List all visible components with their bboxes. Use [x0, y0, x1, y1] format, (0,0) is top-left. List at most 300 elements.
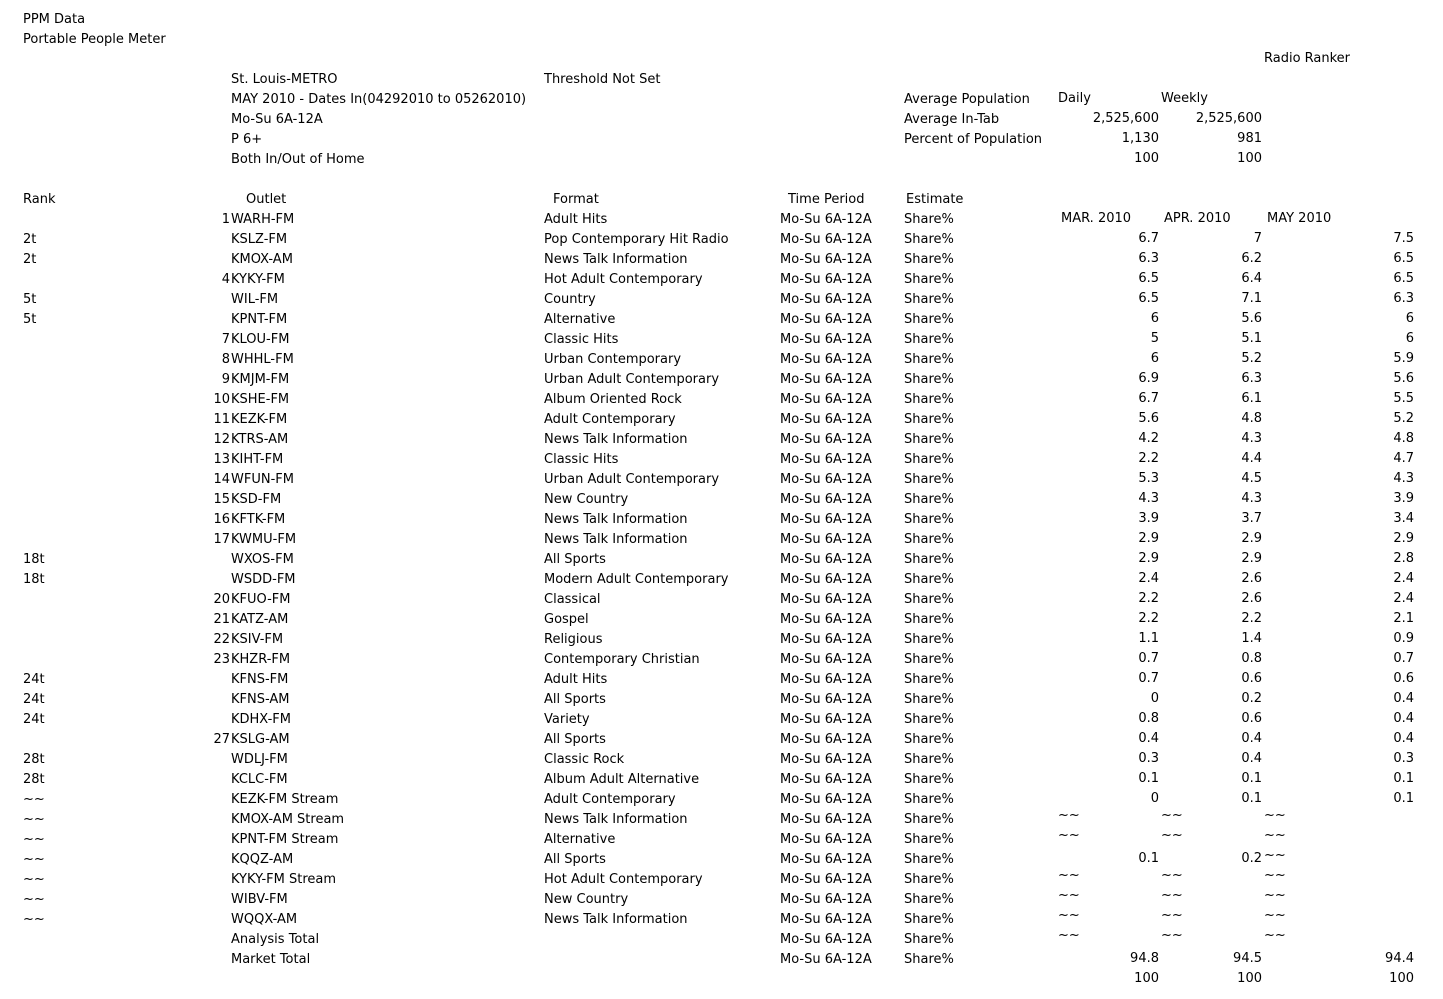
mar-2010-value: 6: [1150, 311, 1159, 326]
outlet-cell: KMOX-AM Stream: [231, 812, 345, 827]
rank-cell: 18t: [23, 572, 45, 587]
may-2010-value: 5.6: [1393, 371, 1414, 386]
mar-2010-value: 0.1: [1138, 771, 1159, 786]
apr-2010-value: 7: [1253, 231, 1262, 246]
format-cell: Classic Hits: [544, 332, 619, 347]
outlet-cell: KYKY-FM Stream: [231, 872, 337, 887]
rank-number: 20: [213, 592, 230, 607]
format-cell: Religious: [544, 632, 603, 647]
may-2010-value: 6.3: [1393, 291, 1414, 306]
outlet-cell: KIHT-FM: [231, 452, 284, 467]
outlet-cell: KFTK-FM: [231, 512, 286, 527]
rank-cell: 24t: [23, 692, 45, 707]
apr-2010-value: 5.2: [1241, 351, 1262, 366]
estimate-cell: Share%: [904, 252, 954, 267]
estimate-cell: Share%: [904, 952, 954, 967]
weekly-label: Weekly: [1161, 91, 1208, 106]
month-header: MAY 2010: [1267, 211, 1332, 226]
apr-2010-value: 6.1: [1241, 391, 1262, 406]
may-2010-value: 4.3: [1393, 471, 1414, 486]
time-period-cell: Mo-Su 6A-12A: [780, 672, 872, 687]
mar-2010-value: 0.7: [1138, 671, 1159, 686]
apr-2010-value: 6.4: [1241, 271, 1262, 286]
mar-2010-value: 2.2: [1138, 451, 1159, 466]
mar-2010-value: 94.8: [1130, 951, 1159, 966]
rank-number: 11: [213, 412, 230, 427]
mar-2010-value: 6.5: [1138, 291, 1159, 306]
time-period-cell: Mo-Su 6A-12A: [780, 252, 872, 267]
mar-2010-value: 2.4: [1138, 571, 1159, 586]
estimate-cell: Share%: [904, 632, 954, 647]
time-period-cell: Mo-Su 6A-12A: [780, 732, 872, 747]
time-period-cell: Mo-Su 6A-12A: [780, 832, 872, 847]
estimate-cell: Share%: [904, 292, 954, 307]
estimate-cell: Share%: [904, 692, 954, 707]
time-period-cell: Mo-Su 6A-12A: [780, 312, 872, 327]
outlet-cell: WSDD-FM: [231, 572, 296, 587]
estimate-cell: Share%: [904, 732, 954, 747]
rank-number: 12: [213, 432, 230, 447]
may-2010-value: 5.9: [1393, 351, 1414, 366]
estimate-cell: Share%: [904, 672, 954, 687]
format-cell: Urban Adult Contemporary: [544, 372, 720, 387]
apr-2010-value: 5.6: [1241, 311, 1262, 326]
time-period-cell: Mo-Su 6A-12A: [780, 212, 872, 227]
outlet-cell: KLOU-FM: [231, 332, 290, 347]
estimate-cell: Share%: [904, 392, 954, 407]
outlet-cell: KPNT-FM: [231, 312, 288, 327]
rank-number: 13: [213, 452, 230, 467]
apr-2010-value: 7.1: [1241, 291, 1262, 306]
population-weekly-value: 2,525,600: [1195, 111, 1262, 126]
may-2010-value: 0.1: [1393, 771, 1414, 786]
rank-cell: ~~: [23, 912, 45, 927]
format-cell: Pop Contemporary Hit Radio: [544, 232, 729, 247]
time-period-cell: Mo-Su 6A-12A: [780, 552, 872, 567]
rank-number: 1: [221, 212, 230, 227]
apr-2010-value: 2.6: [1241, 571, 1262, 586]
time-period-cell: Mo-Su 6A-12A: [780, 952, 872, 967]
demo: P 6+: [231, 132, 263, 147]
mar-2010-value: 6: [1150, 351, 1159, 366]
tilde-marker: ~~: [1161, 908, 1183, 923]
format-cell: Alternative: [544, 312, 616, 327]
may-2010-value: 0.4: [1393, 691, 1414, 706]
time-period-cell: Mo-Su 6A-12A: [780, 352, 872, 367]
format-cell: Classic Rock: [544, 752, 625, 767]
format-cell: News Talk Information: [544, 432, 688, 447]
estimate-cell: Share%: [904, 312, 954, 327]
time-period-cell: Mo-Su 6A-12A: [780, 872, 872, 887]
rank-number: 23: [213, 652, 230, 667]
estimate-cell: Share%: [904, 712, 954, 727]
tilde-marker: ~~: [1161, 868, 1183, 883]
may-2010-value: 6.5: [1393, 271, 1414, 286]
rank-cell: 24t: [23, 672, 45, 687]
rank-cell: 28t: [23, 772, 45, 787]
outlet-cell: WXOS-FM: [231, 552, 294, 567]
estimate-cell: Share%: [904, 472, 954, 487]
time-period-cell: Mo-Su 6A-12A: [780, 472, 872, 487]
time-period-cell: Mo-Su 6A-12A: [780, 912, 872, 927]
estimate-cell: Share%: [904, 452, 954, 467]
estimate-cell: Share%: [904, 352, 954, 367]
estimate-cell: Share%: [904, 212, 954, 227]
tilde-marker: ~~: [1264, 928, 1286, 943]
format-cell: Hot Adult Contemporary: [544, 872, 703, 887]
rank-cell: 28t: [23, 752, 45, 767]
population-daily-value: 100: [1134, 151, 1159, 166]
may-2010-value: 2.1: [1393, 611, 1414, 626]
rank-number: 8: [221, 352, 230, 367]
rank-cell: ~~: [23, 792, 45, 807]
time-period-cell: Mo-Su 6A-12A: [780, 492, 872, 507]
time-period-cell: Mo-Su 6A-12A: [780, 332, 872, 347]
format-cell: News Talk Information: [544, 912, 688, 927]
format-cell: Alternative: [544, 832, 616, 847]
mar-2010-value: 3.9: [1138, 511, 1159, 526]
time-period-cell: Mo-Su 6A-12A: [780, 632, 872, 647]
time-period-cell: Mo-Su 6A-12A: [780, 572, 872, 587]
rank-number: 9: [221, 372, 230, 387]
time-period-cell: Mo-Su 6A-12A: [780, 712, 872, 727]
mar-2010-value: 2.9: [1138, 551, 1159, 566]
tilde-marker: ~~: [1058, 868, 1080, 883]
rank-number: 15: [213, 492, 230, 507]
outlet-cell: KMOX-AM: [231, 252, 293, 267]
population-weekly-value: 100: [1237, 151, 1262, 166]
time-period-cell: Mo-Su 6A-12A: [780, 932, 872, 947]
mar-2010-value: 0.1: [1138, 851, 1159, 866]
estimate-cell: Share%: [904, 652, 954, 667]
mar-2010-value: 4.3: [1138, 491, 1159, 506]
mar-2010-value: 4.2: [1138, 431, 1159, 446]
may-2010-value: 3.9: [1393, 491, 1414, 506]
rank-cell: 24t: [23, 712, 45, 727]
mar-2010-value: 2.9: [1138, 531, 1159, 546]
may-2010-value: 7.5: [1393, 231, 1414, 246]
mar-2010-value: 2.2: [1138, 611, 1159, 626]
time-period-cell: Mo-Su 6A-12A: [780, 592, 872, 607]
outlet-cell: WDLJ-FM: [231, 752, 288, 767]
may-2010-value: 0.4: [1393, 731, 1414, 746]
apr-2010-value: 0.1: [1241, 771, 1262, 786]
rank-cell: ~~: [23, 872, 45, 887]
estimate-cell: Share%: [904, 432, 954, 447]
apr-2010-value: 4.8: [1241, 411, 1262, 426]
radio-ranker-label: Radio Ranker: [1264, 51, 1351, 66]
population-label: Percent of Population: [904, 132, 1043, 147]
mar-2010-value: 1.1: [1138, 631, 1159, 646]
format-cell: All Sports: [544, 552, 606, 567]
mar-2010-value: 0: [1150, 791, 1159, 806]
mar-2010-value: 5.3: [1138, 471, 1159, 486]
outlet-cell: KEZK-FM Stream: [231, 792, 339, 807]
time-period-cell: Mo-Su 6A-12A: [780, 812, 872, 827]
rank-cell: ~~: [23, 892, 45, 907]
apr-2010-value: 6.3: [1241, 371, 1262, 386]
format-cell: All Sports: [544, 852, 606, 867]
tilde-marker: ~~: [1161, 808, 1183, 823]
rank-number: 4: [221, 272, 230, 287]
month-header: MAR. 2010: [1061, 211, 1132, 226]
format-cell: All Sports: [544, 732, 606, 747]
outlet-cell: WQQX-AM: [231, 912, 298, 927]
outlet-cell: WIBV-FM: [231, 892, 288, 907]
outlet-cell: KWMU-FM: [231, 532, 297, 547]
rank-number: 21: [213, 612, 230, 627]
estimate-cell: Share%: [904, 752, 954, 767]
population-label: Average Population: [904, 92, 1030, 107]
survey-dates: MAY 2010 - Dates In(04292010 to 05262010): [231, 92, 527, 107]
outlet-cell: WHHL-FM: [231, 352, 294, 367]
rank-cell: ~~: [23, 852, 45, 867]
outlet-cell: WIL-FM: [231, 292, 279, 307]
rank-cell: 18t: [23, 552, 45, 567]
outlet-cell: Market Total: [231, 952, 311, 967]
mar-2010-value: 6.9: [1138, 371, 1159, 386]
may-2010-value: 6.5: [1393, 251, 1414, 266]
outlet-cell: KPNT-FM Stream: [231, 832, 339, 847]
may-2010-value: 100: [1389, 971, 1414, 986]
apr-2010-value: 0.2: [1241, 691, 1262, 706]
estimate-cell: Share%: [904, 772, 954, 787]
format-cell: New Country: [544, 492, 629, 507]
apr-2010-value: 0.4: [1241, 751, 1262, 766]
estimate-cell: Share%: [904, 832, 954, 847]
outlet-cell: KEZK-FM: [231, 412, 288, 427]
mar-2010-value: 6.3: [1138, 251, 1159, 266]
format-cell: Album Oriented Rock: [544, 392, 682, 407]
time-period-cell: Mo-Su 6A-12A: [780, 852, 872, 867]
apr-2010-value: 2.2: [1241, 611, 1262, 626]
tilde-marker: ~~: [1264, 908, 1286, 923]
estimate-cell: Share%: [904, 332, 954, 347]
may-2010-value: 5.2: [1393, 411, 1414, 426]
rank-cell: ~~: [23, 812, 45, 827]
mar-2010-value: 6.7: [1138, 391, 1159, 406]
format-cell: Country: [544, 292, 596, 307]
rank-number: 17: [213, 532, 230, 547]
header-rank: Rank: [23, 192, 56, 207]
mar-2010-value: 6.5: [1138, 271, 1159, 286]
outlet-cell: KHZR-FM: [231, 652, 291, 667]
month-header: APR. 2010: [1164, 211, 1231, 226]
estimate-cell: Share%: [904, 532, 954, 547]
mar-2010-value: 0.3: [1138, 751, 1159, 766]
apr-2010-value: 6.2: [1241, 251, 1262, 266]
time-period-cell: Mo-Su 6A-12A: [780, 232, 872, 247]
tilde-marker: ~~: [1264, 868, 1286, 883]
doc-title: PPM Data: [23, 12, 86, 27]
apr-2010-value: 0.4: [1241, 731, 1262, 746]
apr-2010-value: 100: [1237, 971, 1262, 986]
format-cell: New Country: [544, 892, 629, 907]
rank-number: 7: [221, 332, 230, 347]
population-weekly-value: 981: [1237, 131, 1262, 146]
outlet-cell: KMJM-FM: [231, 372, 290, 387]
apr-2010-value: 1.4: [1241, 631, 1262, 646]
format-cell: Hot Adult Contemporary: [544, 272, 703, 287]
apr-2010-value: 94.5: [1233, 951, 1262, 966]
tilde-marker: ~~: [1058, 828, 1080, 843]
population-label: Average In-Tab: [904, 112, 1000, 127]
outlet-cell: KATZ-AM: [231, 612, 289, 627]
location: Both In/Out of Home: [231, 152, 365, 167]
format-cell: Classic Hits: [544, 452, 619, 467]
may-2010-value: 0.7: [1393, 651, 1414, 666]
tilde-marker: ~~: [1161, 928, 1183, 943]
mar-2010-value: 2.2: [1138, 591, 1159, 606]
format-cell: Classical: [544, 592, 601, 607]
may-2010-value: 94.4: [1385, 951, 1414, 966]
may-2010-value: 0.1: [1393, 791, 1414, 806]
time-period-cell: Mo-Su 6A-12A: [780, 372, 872, 387]
may-2010-value: 4.7: [1393, 451, 1414, 466]
tilde-marker: ~~: [1264, 828, 1286, 843]
may-2010-value: 5.5: [1393, 391, 1414, 406]
estimate-cell: Share%: [904, 572, 954, 587]
tilde-marker: ~~: [1058, 908, 1080, 923]
header-time-period: Time Period: [788, 192, 865, 207]
estimate-cell: Share%: [904, 892, 954, 907]
rank-number: 22: [213, 632, 230, 647]
time-period-cell: Mo-Su 6A-12A: [780, 512, 872, 527]
format-cell: News Talk Information: [544, 252, 688, 267]
outlet-cell: KTRS-AM: [231, 432, 289, 447]
outlet-cell: KSHE-FM: [231, 392, 290, 407]
outlet-cell: KSLZ-FM: [231, 232, 288, 247]
may-2010-value: 2.9: [1393, 531, 1414, 546]
outlet-cell: KDHX-FM: [231, 712, 291, 727]
may-2010-value: 0.3: [1393, 751, 1414, 766]
time-period-cell: Mo-Su 6A-12A: [780, 772, 872, 787]
estimate-cell: Share%: [904, 412, 954, 427]
rank-cell: ~~: [23, 832, 45, 847]
apr-2010-value: 2.6: [1241, 591, 1262, 606]
format-cell: Adult Contemporary: [544, 412, 676, 427]
tilde-marker: ~~: [1058, 928, 1080, 943]
outlet-cell: WARH-FM: [231, 212, 295, 227]
format-cell: Adult Contemporary: [544, 792, 676, 807]
time-period-cell: Mo-Su 6A-12A: [780, 652, 872, 667]
may-2010-value: 6: [1405, 311, 1414, 326]
format-cell: Variety: [544, 712, 590, 727]
tilde-marker: ~~: [1161, 888, 1183, 903]
time-period-cell: Mo-Su 6A-12A: [780, 792, 872, 807]
format-cell: Urban Adult Contemporary: [544, 472, 720, 487]
doc-subtitle: Portable People Meter: [23, 32, 166, 47]
estimate-cell: Share%: [904, 872, 954, 887]
format-cell: News Talk Information: [544, 532, 688, 547]
tilde-marker: ~~: [1058, 888, 1080, 903]
daily-label: Daily: [1058, 91, 1091, 106]
format-cell: Urban Contemporary: [544, 352, 682, 367]
outlet-cell: KFNS-FM: [231, 672, 289, 687]
apr-2010-value: 4.5: [1241, 471, 1262, 486]
rank-number: 16: [213, 512, 230, 527]
format-cell: News Talk Information: [544, 512, 688, 527]
mar-2010-value: 0.8: [1138, 711, 1159, 726]
apr-2010-value: 2.9: [1241, 531, 1262, 546]
rank-number: 14: [213, 472, 230, 487]
may-2010-value: 0.9: [1393, 631, 1414, 646]
mar-2010-value: 0.4: [1138, 731, 1159, 746]
outlet-cell: KSLG-AM: [231, 732, 290, 747]
outlet-cell: KFUO-FM: [231, 592, 291, 607]
format-cell: Gospel: [544, 612, 589, 627]
estimate-cell: Share%: [904, 512, 954, 527]
apr-2010-value: 4.3: [1241, 431, 1262, 446]
apr-2010-value: 3.7: [1241, 511, 1262, 526]
population-daily-value: 2,525,600: [1092, 111, 1159, 126]
header-estimate: Estimate: [906, 192, 964, 207]
estimate-cell: Share%: [904, 552, 954, 567]
may-2010-value: 0.6: [1393, 671, 1414, 686]
format-cell: News Talk Information: [544, 812, 688, 827]
rank-number: 10: [213, 392, 230, 407]
estimate-cell: Share%: [904, 492, 954, 507]
estimate-cell: Share%: [904, 232, 954, 247]
outlet-cell: Analysis Total: [231, 932, 320, 947]
apr-2010-value: 0.2: [1241, 851, 1262, 866]
tilde-marker: ~~: [1058, 808, 1080, 823]
time-period-cell: Mo-Su 6A-12A: [780, 392, 872, 407]
outlet-cell: KYKY-FM: [231, 272, 285, 287]
rank-cell: 2t: [23, 252, 37, 267]
apr-2010-value: 4.3: [1241, 491, 1262, 506]
format-cell: Album Adult Alternative: [544, 772, 700, 787]
tilde-marker: ~~: [1161, 828, 1183, 843]
time-period-cell: Mo-Su 6A-12A: [780, 692, 872, 707]
mar-2010-value: 0.7: [1138, 651, 1159, 666]
estimate-cell: Share%: [904, 852, 954, 867]
apr-2010-value: 2.9: [1241, 551, 1262, 566]
outlet-cell: KSD-FM: [231, 492, 282, 507]
outlet-cell: KQQZ-AM: [231, 852, 294, 867]
time-period-cell: Mo-Su 6A-12A: [780, 752, 872, 767]
estimate-cell: Share%: [904, 372, 954, 387]
mar-2010-value: 0: [1150, 691, 1159, 706]
time-period-cell: Mo-Su 6A-12A: [780, 292, 872, 307]
mar-2010-value: 5.6: [1138, 411, 1159, 426]
may-2010-value: 2.4: [1393, 571, 1414, 586]
estimate-cell: Share%: [904, 272, 954, 287]
mar-2010-value: 100: [1134, 971, 1159, 986]
estimate-cell: Share%: [904, 812, 954, 827]
apr-2010-value: 0.8: [1241, 651, 1262, 666]
format-cell: All Sports: [544, 692, 606, 707]
time-period-cell: Mo-Su 6A-12A: [780, 532, 872, 547]
apr-2010-value: 4.4: [1241, 451, 1262, 466]
rank-cell: 5t: [23, 292, 37, 307]
may-2010-value: 2.8: [1393, 551, 1414, 566]
estimate-cell: Share%: [904, 592, 954, 607]
header-outlet: Outlet: [246, 192, 287, 207]
time-period-cell: Mo-Su 6A-12A: [780, 412, 872, 427]
time-period-cell: Mo-Su 6A-12A: [780, 272, 872, 287]
estimate-cell: Share%: [904, 912, 954, 927]
outlet-cell: KCLC-FM: [231, 772, 288, 787]
tilde-marker: ~~: [1264, 848, 1286, 863]
market-name: St. Louis-METRO: [231, 72, 338, 87]
time-period-cell: Mo-Su 6A-12A: [780, 892, 872, 907]
threshold-text: Threshold Not Set: [544, 72, 661, 87]
mar-2010-value: 5: [1150, 331, 1159, 346]
time-period-cell: Mo-Su 6A-12A: [780, 612, 872, 627]
time-period-cell: Mo-Su 6A-12A: [780, 452, 872, 467]
format-cell: Modern Adult Contemporary: [544, 572, 729, 587]
